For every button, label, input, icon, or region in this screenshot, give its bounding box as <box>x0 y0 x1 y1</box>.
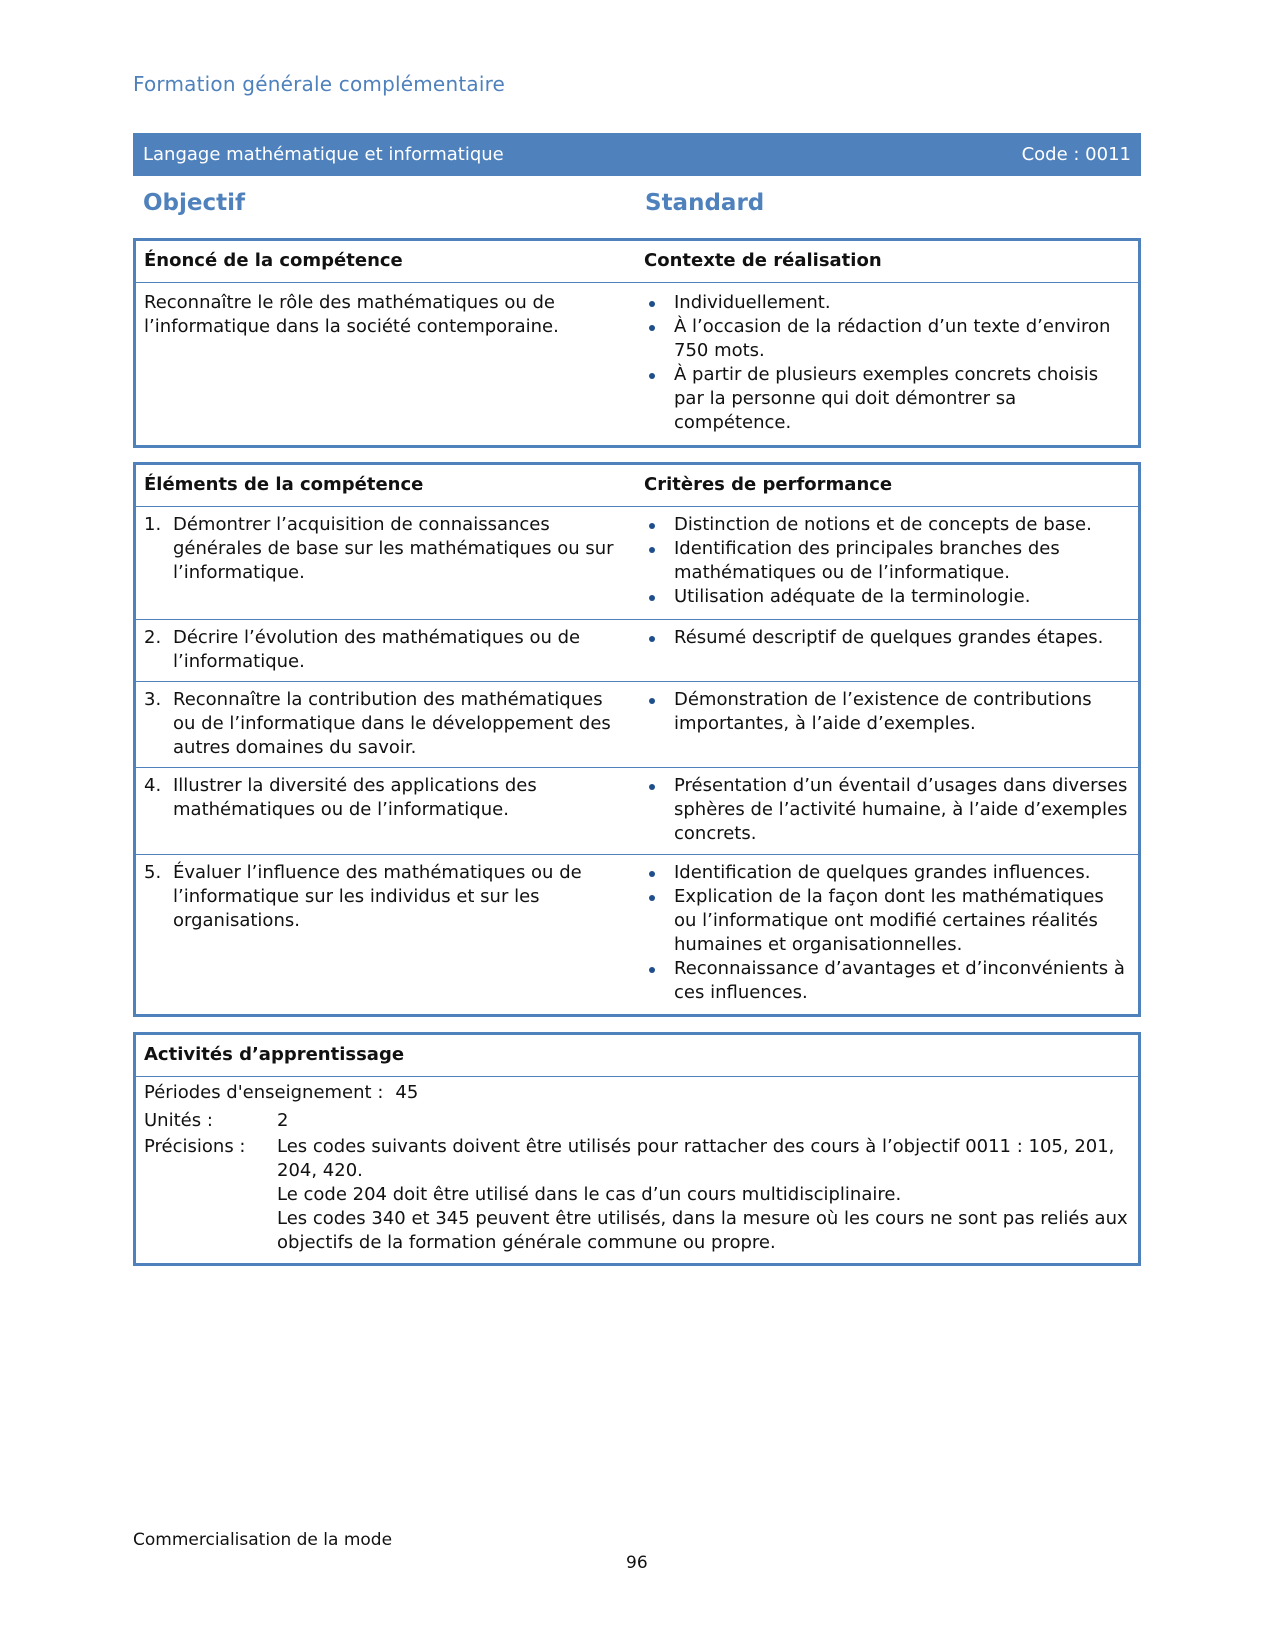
criteria-item: Reconnaissance d’avantages et d’inconvénients à ces influences. <box>644 957 1130 1005</box>
element-row <box>136 681 1138 767</box>
context-item: À partir de plusieurs exemples concrets choisis par la personne qui doit démontrer sa compétence. <box>644 363 1130 435</box>
element-text: Illustrer la diversité des applications des mathématiques ou de l’informatique. <box>173 775 537 820</box>
context-item: Individuellement. <box>644 291 1130 315</box>
element-number: 2. <box>144 627 162 648</box>
activities-body-row <box>136 1076 1138 1261</box>
criteria-item: Explication de la façon dont les mathématiques ou l’informatique ont modifié certaines réalités humaines et organisationnelles. <box>644 885 1130 957</box>
competence-header-row <box>136 241 1138 282</box>
units-label: Unités : <box>144 1110 213 1131</box>
criteria-item: Présentation d’un éventail d’usages dans diverses sphères de l’activité humaine, à l’aide d’exemples concrets. <box>644 774 1130 846</box>
competence-table <box>133 238 1141 448</box>
criteria-list <box>644 861 1130 1005</box>
element-number: 3. <box>144 689 162 710</box>
context-list <box>644 291 1130 435</box>
footer-program: Commercialisation de la mode <box>133 1530 393 1550</box>
context-list-cell <box>636 283 1138 441</box>
details-line: Le code 204 doit être utilisé dans le cas d’un cours multidisciplinaire. <box>277 1184 902 1205</box>
activities-header: Activités d’apprentissage <box>144 1044 405 1065</box>
competence-statement: Reconnaître le rôle des mathématiques ou de l’informatique dans la société contemporaine. <box>144 292 559 337</box>
criteria-item: Identification des principales branches des mathématiques ou de l’informatique. <box>644 537 1130 585</box>
elements-table <box>133 462 1141 1017</box>
element-row <box>136 506 1138 619</box>
details-line: Les codes 340 et 345 peuvent être utilisés, dans la mesure où les cours ne sont pas reliés aux objectifs de la formation générale commune ou propre. <box>277 1208 1128 1253</box>
criteria-list <box>644 688 1130 736</box>
element-text: Reconnaître la contribution des mathématiques ou de l’informatique dans le développement des autres domaines du savoir. <box>173 689 611 758</box>
element-row <box>136 619 1138 681</box>
standard-heading: Standard <box>645 190 765 216</box>
element-text: Évaluer l’influence des mathématiques ou de l’informatique sur les individus et sur les organisations. <box>173 862 582 931</box>
criteria-item: Identification de quelques grandes influences. <box>644 861 1130 885</box>
element-text: Démontrer l’acquisition de connaissances générales de base sur les mathématiques ou sur l’informatique. <box>173 514 614 583</box>
context-item: À l’occasion de la rédaction d’un texte d’environ 750 mots. <box>644 315 1130 363</box>
activities-header-row <box>136 1035 1138 1076</box>
course-title-bar <box>133 133 1141 176</box>
criteria-item: Distinction de notions et de concepts de base. <box>644 513 1130 537</box>
objectif-heading: Objectif <box>143 190 246 216</box>
enonce-header: Énoncé de la compétence <box>144 250 403 271</box>
element-number: 5. <box>144 862 162 883</box>
periods-label: Périodes d'enseignement : <box>144 1082 384 1103</box>
elements-header-row <box>136 465 1138 506</box>
element-text: Décrire l’évolution des mathématiques ou de l’informatique. <box>173 627 581 672</box>
elements-header: Éléments de la compétence <box>144 474 424 495</box>
criteria-list <box>644 774 1130 846</box>
criteria-item: Démonstration de l’existence de contributions importantes, à l’aide d’exemples. <box>644 688 1130 736</box>
criteria-list <box>644 626 1130 650</box>
criteria-header: Critères de performance <box>644 474 893 495</box>
contexte-header: Contexte de réalisation <box>644 250 882 271</box>
units-value: 2 <box>277 1110 289 1131</box>
element-row <box>136 767 1138 854</box>
periods-line <box>144 1081 1130 1105</box>
course-code: Code : 0011 <box>1021 144 1131 165</box>
criteria-list <box>644 513 1130 609</box>
details-label: Précisions : <box>144 1136 246 1157</box>
section-title: Formation générale complémentaire <box>133 72 506 96</box>
details-block <box>277 1135 1130 1255</box>
element-row <box>136 854 1138 1011</box>
periods-value: 45 <box>395 1082 419 1103</box>
criteria-item: Utilisation adéquate de la terminologie. <box>644 585 1130 609</box>
details-line: Les codes suivants doivent être utilisés pour rattacher des cours à l’objectif 0011 : 105, 201, 204, 420. <box>277 1136 1115 1181</box>
activities-grid <box>144 1109 1130 1255</box>
column-headings <box>133 190 1141 222</box>
element-number: 1. <box>144 514 162 535</box>
criteria-item: Résumé descriptif de quelques grandes étapes. <box>644 626 1130 650</box>
course-title: Langage mathématique et informatique <box>143 144 504 165</box>
activities-table <box>133 1032 1141 1266</box>
page-number: 96 <box>626 1553 648 1573</box>
element-number: 4. <box>144 775 162 796</box>
competence-body-row <box>136 282 1138 441</box>
